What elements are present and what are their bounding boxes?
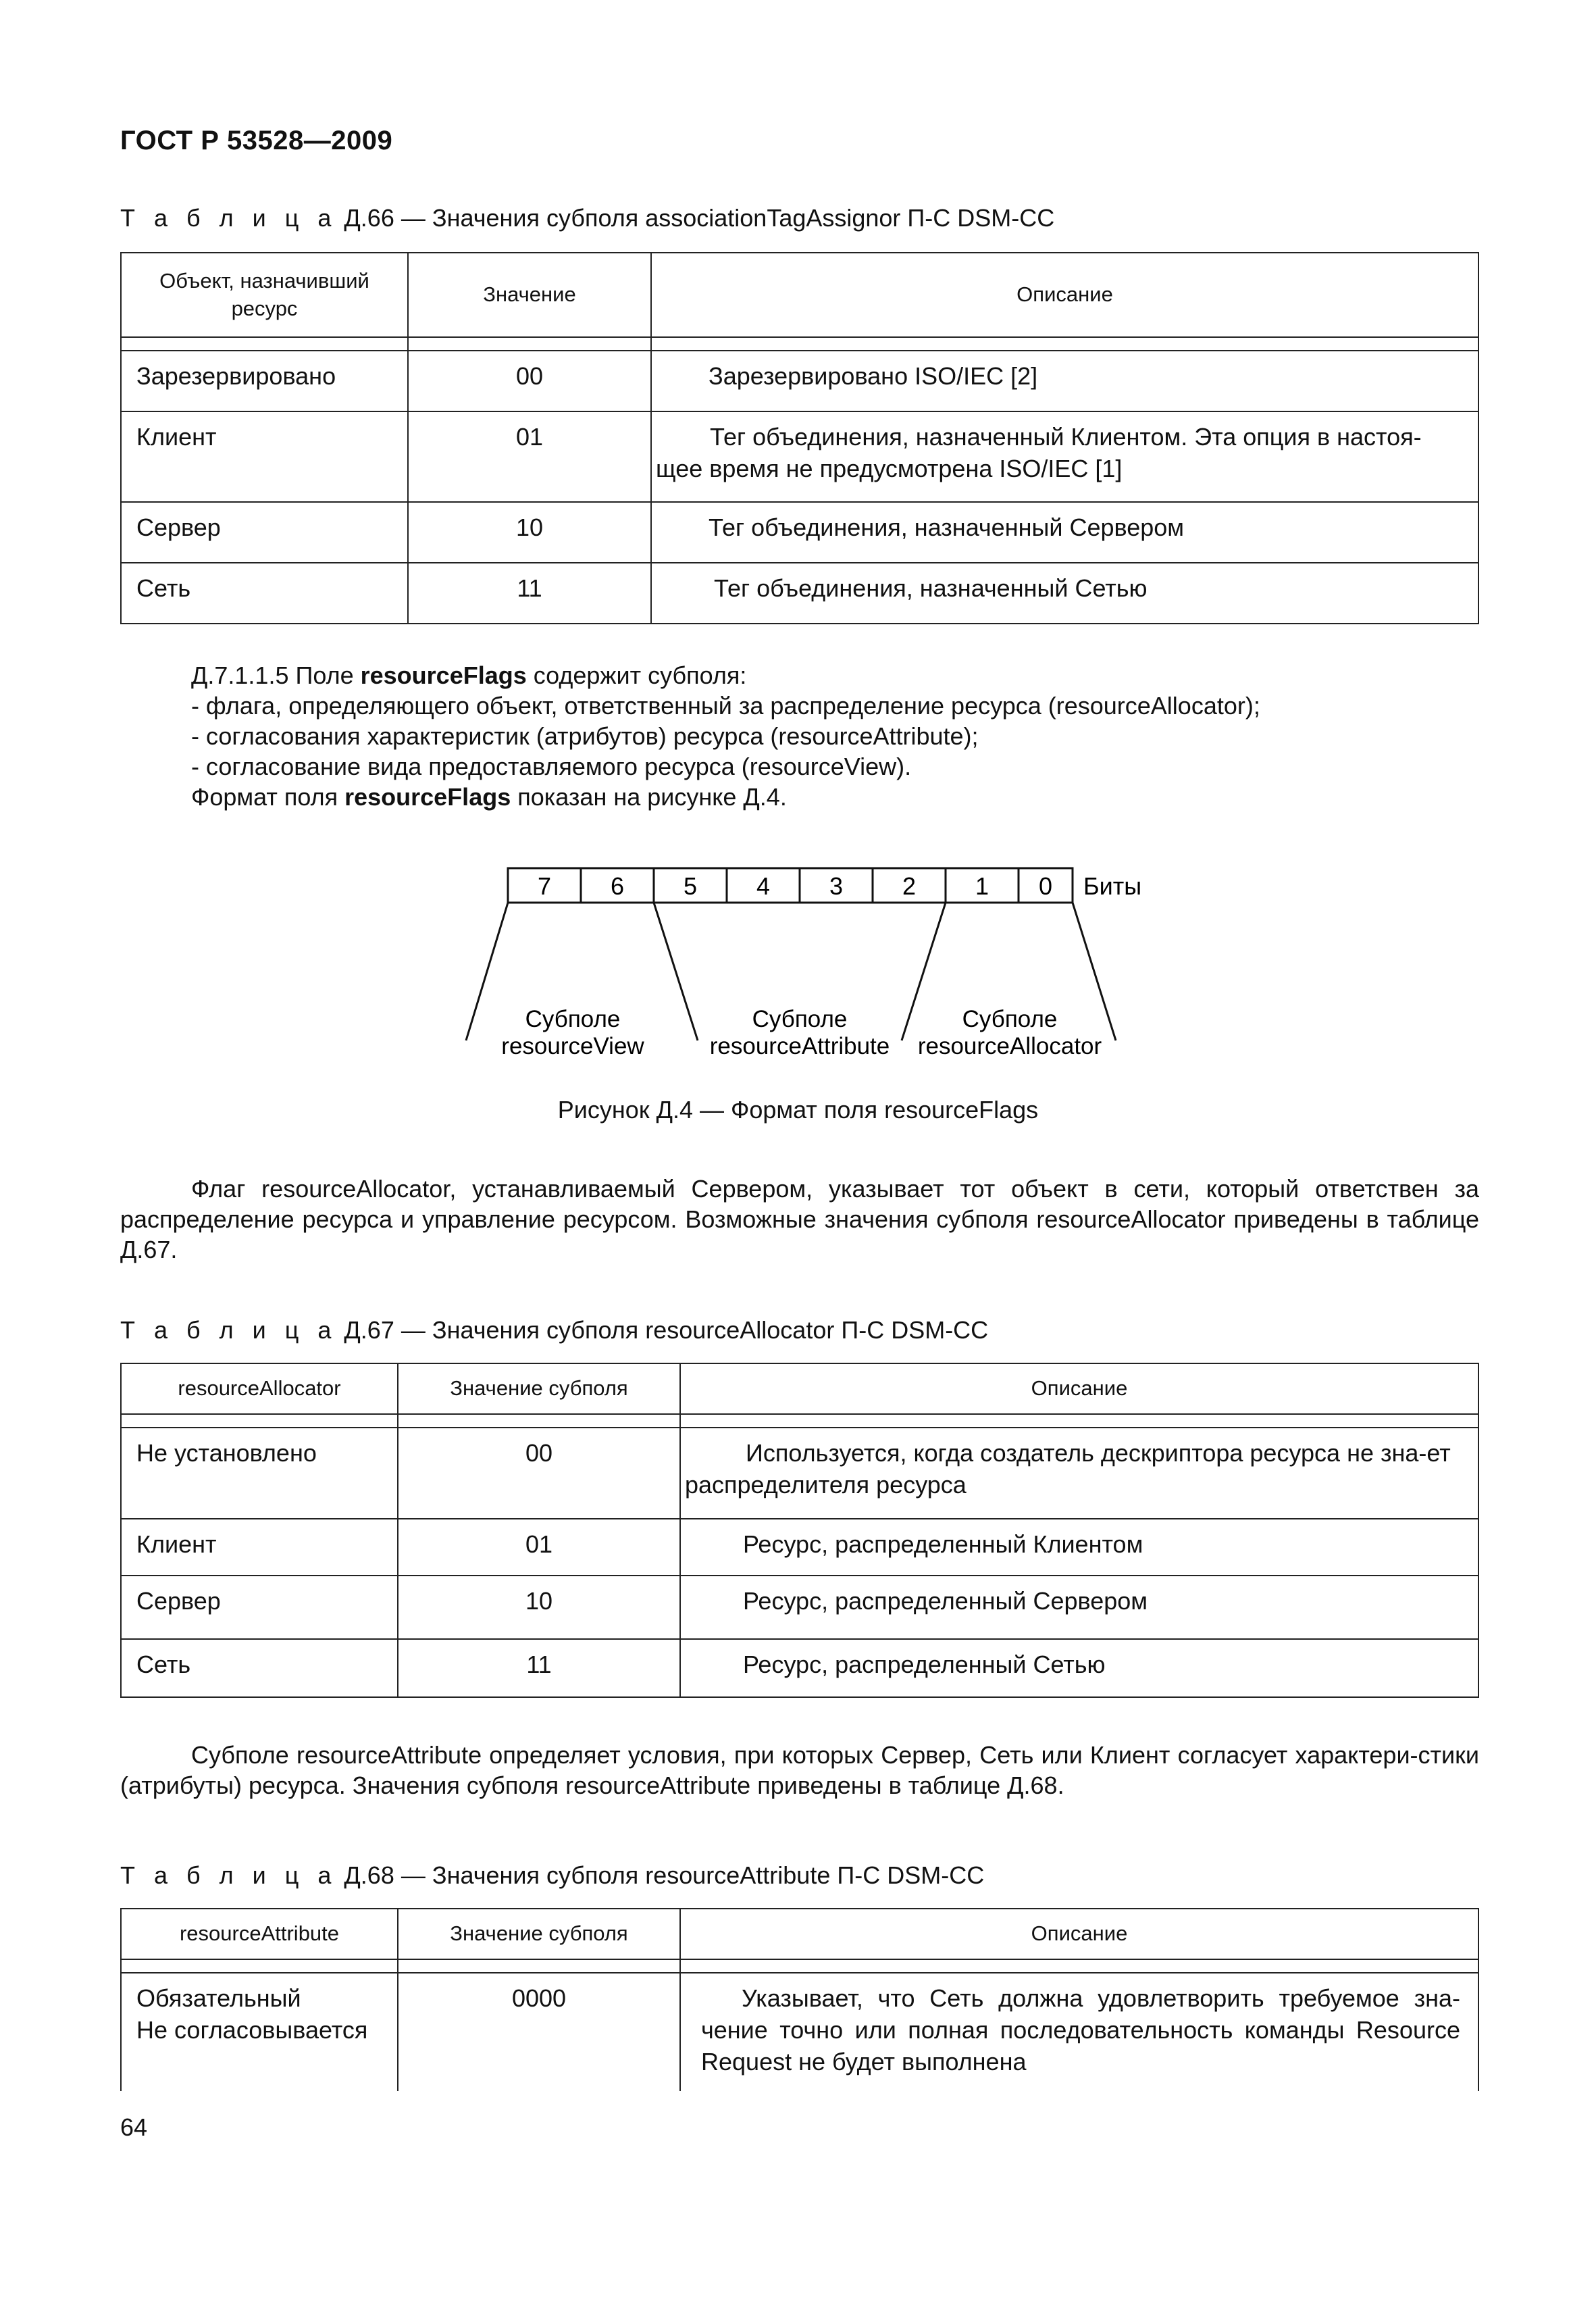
subfield-name: resourceAllocator (917, 1033, 1102, 1059)
bit-label: 4 (756, 872, 771, 900)
bit-label: 5 (683, 872, 698, 900)
subfield-word: Субполе (752, 1006, 848, 1032)
paragraph1-text: Флаг resourceAllocator, устанавливаемый Сервером, указывает тот объект в сети, который ответствен за распределение ресурса и управление ресурсом. Возможные значения субполя resourceAllocator приведены в таблице Д.67. (120, 1175, 1479, 1263)
table68-cell (121, 1973, 398, 2091)
table66-cell: 11 (408, 563, 651, 624)
table67-cell: 01 (398, 1519, 680, 1576)
table68-caption-prefix: Т а б л и ц а (120, 1861, 338, 1889)
table68-header-value: Значение субполя (398, 1909, 680, 1959)
section-intro-num: Д.7.1.1.5 Поле (191, 661, 361, 689)
table66-cell: Зарезервировано (121, 351, 408, 411)
table-row (121, 1639, 1478, 1697)
resource-flags-figure (0, 851, 1596, 1095)
table66-cell: Зарезервировано ISO/IEC [2] (651, 351, 1478, 411)
table66-cell: Сервер (121, 502, 408, 563)
list-item: - согласование вида предоставляемого ресурса (resourceView). (191, 753, 912, 780)
table-row (121, 1519, 1478, 1576)
table68-cell: Указывает, что Сеть должна удовлетворить требуемое зна-чение точно или полная последовательность команды Resource Request не будет выполнена (680, 1973, 1478, 2091)
list-item: - согласования характеристик (атрибутов) ресурса (resourceAttribute); (191, 722, 979, 750)
table67-cell: 10 (398, 1576, 680, 1639)
bit-label: 6 (610, 872, 625, 900)
figure-caption: Рисунок Д.4 — Формат поля resourceFlags (557, 1096, 1039, 1124)
table68-cell-line: Не согласовывается (136, 2015, 368, 2044)
table66-cell: 01 (408, 411, 651, 502)
table67-cell: Используется, когда создатель дескриптора ресурса не зна-ет распределителя ресурса (680, 1428, 1478, 1519)
table68 (120, 1908, 1479, 2091)
section-resource-flags (191, 660, 1260, 812)
subfield-name: resourceView (501, 1033, 644, 1059)
standard-header: ГОСТ Р 53528—2009 (120, 126, 393, 155)
bracket-line (654, 903, 698, 1040)
table-row (121, 502, 1478, 563)
table68-cell-line: Обязательный (136, 1984, 301, 2012)
table67-cell: Ресурс, распределенный Клиентом (680, 1519, 1478, 1576)
table67-cell: Ресурс, распределенный Сетью (680, 1639, 1478, 1697)
table68-header-attribute: resourceAttribute (121, 1909, 398, 1959)
table67-header-value: Значение субполя (398, 1363, 680, 1414)
table67-cell: Клиент (121, 1519, 398, 1576)
bracket-line (902, 903, 946, 1040)
paragraph-resource-attribute (120, 1740, 1479, 1801)
table66 (120, 252, 1479, 624)
table66-caption (120, 204, 1054, 232)
table66-caption-prefix: Т а б л и ц а (120, 204, 338, 232)
bits-label: Биты (1083, 872, 1142, 900)
section-intro-bold: resourceFlags (360, 661, 527, 689)
table66-header-description: Описание (651, 253, 1478, 337)
table-row (121, 1428, 1478, 1519)
table68-header-description: Описание (680, 1909, 1478, 1959)
table-row (121, 1576, 1478, 1639)
bracket-line (1073, 903, 1116, 1040)
table67-header-allocator: resourceAllocator (121, 1363, 398, 1414)
table66-cell: Тег объединения, назначенный Сервером (651, 502, 1478, 563)
table-row (121, 563, 1478, 624)
table-row (121, 411, 1478, 502)
bit-label: 3 (829, 872, 844, 900)
bit-label: 2 (902, 872, 917, 900)
table67-cell: 00 (398, 1428, 680, 1519)
list-item: - флага, определяющего объект, ответственный за распределение ресурса (resourceAllocator); (191, 692, 1260, 720)
format-post: показан на рисунке Д.4. (511, 783, 787, 811)
table66-cell: Тег объединения, назначенный Клиентом. Эта опция в настоя-щее время не предусмотрена ISO/IEC [1] (651, 411, 1478, 502)
page-number: 64 (120, 2113, 148, 2141)
section-intro-rest: содержит субполя: (526, 661, 747, 689)
table68-cell: 0000 (398, 1973, 680, 2091)
paragraph-resource-allocator (120, 1174, 1479, 1265)
table67-cell: 11 (398, 1639, 680, 1697)
table66-caption-text: Д.66 — Значения субполя associationTagAssignor П-С DSM-CC (337, 204, 1055, 232)
table66-header-object: Объект, назначивший ресурс (121, 253, 408, 337)
table66-cell: 10 (408, 502, 651, 563)
table68-caption-text: Д.68 — Значения субполя resourceAttribute П-С DSM-CC (337, 1861, 985, 1889)
table66-cell: Клиент (121, 411, 408, 502)
format-line (191, 782, 1260, 812)
table-row (121, 351, 1478, 411)
table-row (121, 1973, 1478, 2091)
table67-caption-text: Д.67 — Значения субполя resourceAllocator П-С DSM-CC (337, 1316, 989, 1344)
table67-cell: Сеть (121, 1639, 398, 1697)
table66-header-value: Значение (408, 253, 651, 337)
table67-header-description: Описание (680, 1363, 1478, 1414)
bracket-line (466, 903, 508, 1040)
table68-caption (120, 1861, 984, 1890)
section-intro (191, 660, 1260, 690)
table67-cell: Ресурс, распределенный Сервером (680, 1576, 1478, 1639)
subfield-word: Субполе (962, 1006, 1058, 1032)
subfield-word: Субполе (525, 1006, 621, 1032)
table66-cell: 00 (408, 351, 651, 411)
subfield-name: resourceAttribute (709, 1033, 890, 1059)
table67-caption (120, 1316, 988, 1344)
table66-cell: Сеть (121, 563, 408, 624)
format-bold: resourceFlags (344, 783, 511, 811)
format-pre: Формат поля (191, 783, 345, 811)
table67-caption-prefix: Т а б л и ц а (120, 1316, 338, 1344)
paragraph2-text: Субполе resourceAttribute определяет условия, при которых Сервер, Сеть или Клиент согласует характери-стики (атрибуты) ресурса. Значения субполя resourceAttribute приведены в таблице Д.68. (120, 1741, 1479, 1799)
table67 (120, 1363, 1479, 1698)
bit-label: 1 (975, 872, 989, 900)
table67-cell: Не установлено (121, 1428, 398, 1519)
table66-cell: Тег объединения, назначенный Сетью (651, 563, 1478, 624)
bit-label: 7 (537, 872, 552, 900)
table67-cell: Сервер (121, 1576, 398, 1639)
bit-label: 0 (1038, 872, 1053, 900)
